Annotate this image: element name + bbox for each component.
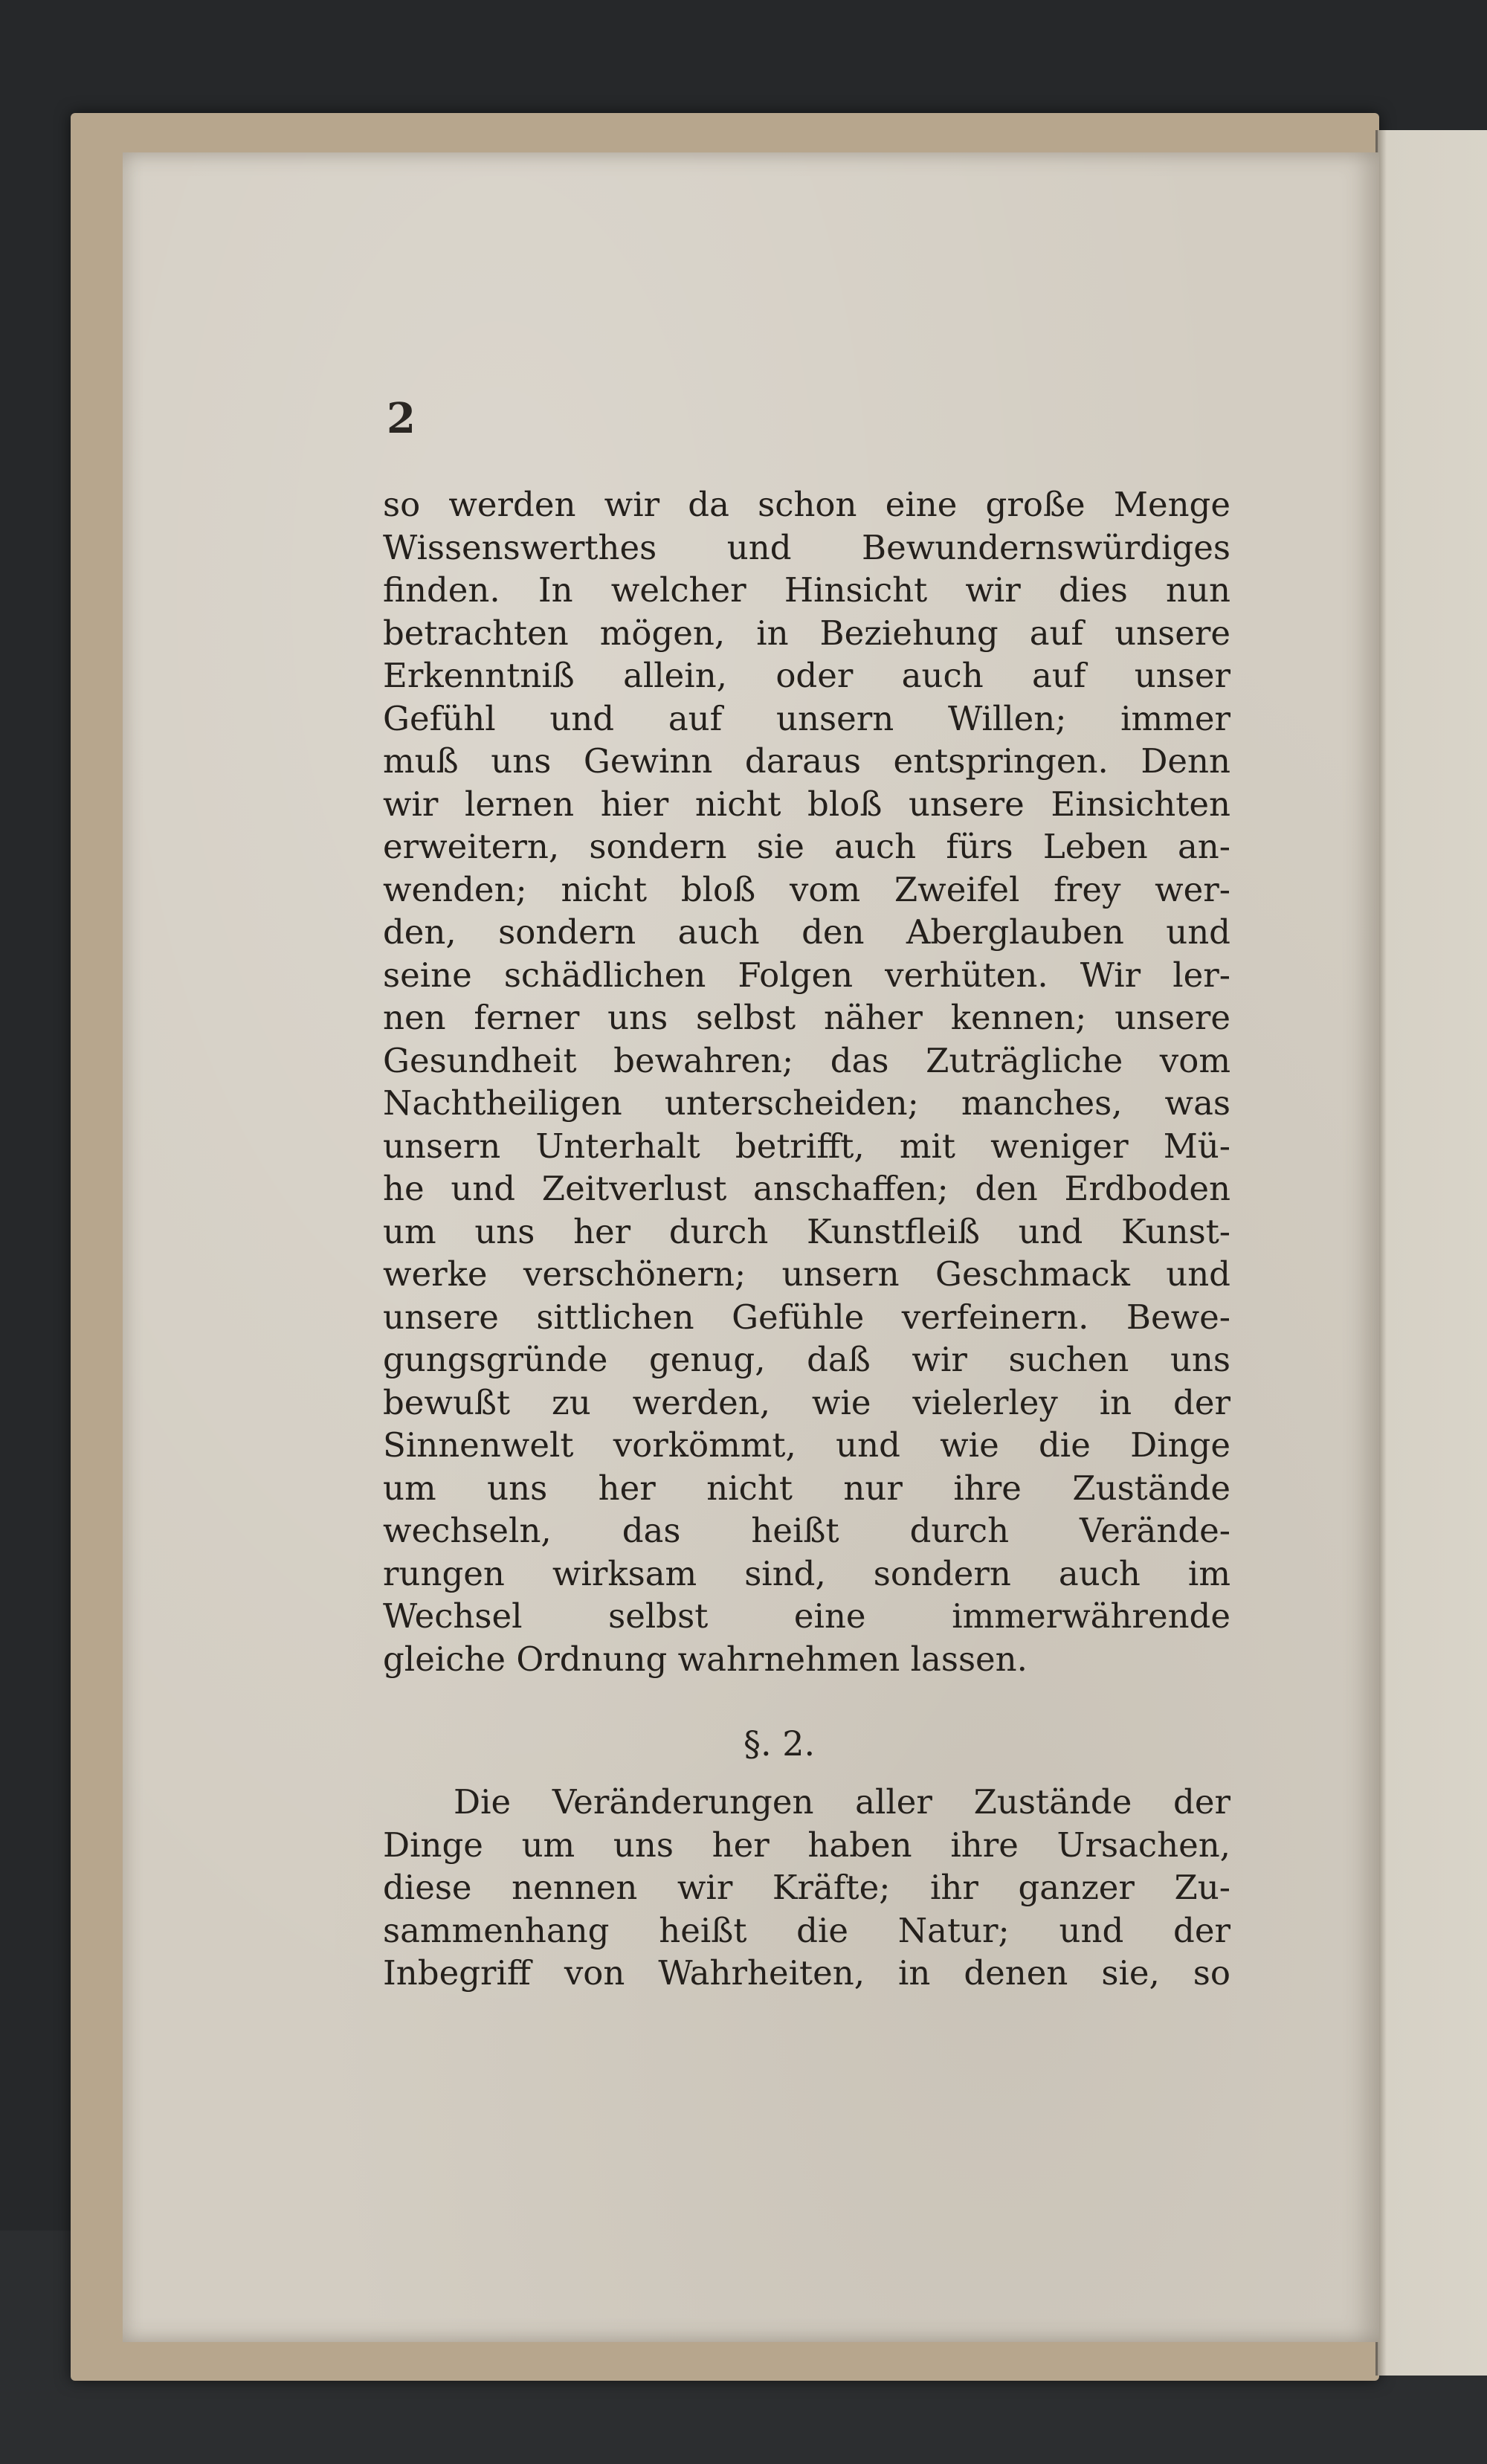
text-line: rungen wirksam sind, sondern auch im <box>383 1553 1230 1593</box>
text-line: unsere sittlichen Gefühle verfeinern. Bewe- <box>383 1297 1230 1337</box>
text-line: Nachtheiligen unterscheiden; manches, was <box>383 1083 1230 1123</box>
text-line: gungsgründe genug, daß wir suchen uns <box>383 1340 1230 1379</box>
text-line: Gesundheit bewahren; das Zuträgliche vom <box>383 1040 1230 1080</box>
adjacent-page-edge <box>1375 130 1487 2376</box>
text-line: sammenhang heißt die Natur; und der <box>383 1910 1230 1950</box>
text-line: betrachten mögen, in Beziehung auf unsere <box>383 613 1230 653</box>
text-line: unsern Unterhalt betrifft, mit weniger Mü- <box>383 1126 1230 1166</box>
paragraph-2 <box>383 1781 1230 1995</box>
text-line: werke verschönern; unsern Geschmack und <box>383 1254 1230 1294</box>
text-line: he und Zeitverlust anschaffen; den Erdboden <box>383 1169 1230 1208</box>
text-line: Inbegriff von Wahrheiten, in denen sie, so <box>383 1953 1230 1993</box>
text-line: wechseln, das heißt durch Verände- <box>383 1511 1230 1550</box>
text-line: um uns her durch Kunstfleiß und Kunst- <box>383 1211 1230 1251</box>
text-line: den, sondern auch den Aberglauben und <box>383 912 1230 952</box>
text-line: so werden wir da schon eine große Menge <box>383 485 1230 524</box>
text-line: bewußt zu werden, wie vielerley in der <box>383 1382 1230 1422</box>
paragraph-1 <box>383 483 1230 1680</box>
text-line: Gefühl und auf unsern Willen; immer <box>383 698 1230 738</box>
text-line: Die Veränderungen aller Zustände der <box>454 1782 1230 1822</box>
text-line: wenden; nicht bloß vom Zweifel frey wer- <box>383 869 1230 909</box>
text-line: Wissenswerthes und Bewundernswürdiges <box>383 527 1230 567</box>
text-line: gleiche Ordnung wahrnehmen lassen. <box>383 1639 1028 1679</box>
text-line: erweitern, sondern sie auch fürs Leben an- <box>383 827 1230 866</box>
text-line: Sinnenwelt vorkömmt, und wie die Dinge <box>383 1425 1230 1465</box>
text-line: Erkenntniß allein, oder auch auf unser <box>383 656 1230 695</box>
text-line: Dinge um uns her haben ihre Ursachen, <box>383 1825 1230 1865</box>
text-line: muß uns Gewinn daraus entspringen. Denn <box>383 741 1230 781</box>
text-line: wir lernen hier nicht bloß unsere Einsichten <box>383 784 1230 824</box>
text-line: finden. In welcher Hinsicht wir dies nun <box>383 570 1230 610</box>
page-number: 2 <box>387 394 416 443</box>
text-line: seine schädlichen Folgen verhüten. Wir ler- <box>383 955 1230 995</box>
section-heading: §. 2. <box>744 1723 816 1764</box>
text-line: nen ferner uns selbst näher kennen; unsere <box>383 998 1230 1037</box>
text-line: diese nennen wir Kräfte; ihr ganzer Zu- <box>383 1868 1230 1907</box>
text-line: Wechsel selbst eine immerwährende <box>383 1596 1230 1636</box>
text-line: um uns her nicht nur ihre Zustände <box>383 1468 1230 1508</box>
